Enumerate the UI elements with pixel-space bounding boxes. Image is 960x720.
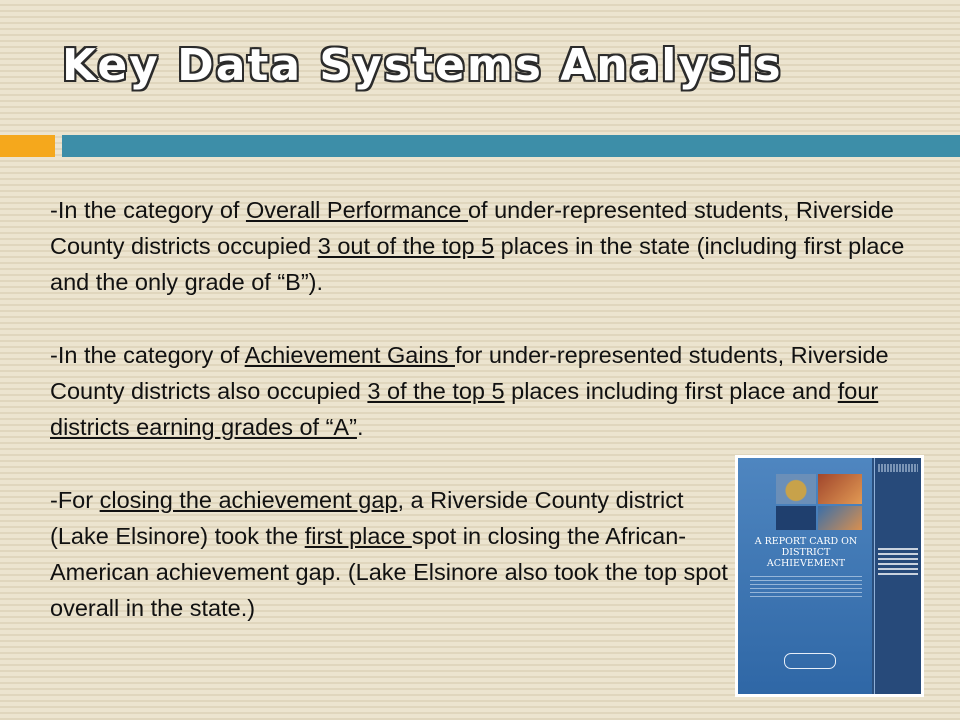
cover-photo-image <box>776 474 816 504</box>
text-run: -In the category of <box>50 342 245 368</box>
text-run: -For <box>50 487 100 513</box>
report-cover-image <box>735 455 924 697</box>
cover-org-block <box>776 506 816 530</box>
cover-photo-image <box>818 474 862 504</box>
underlined-phrase: closing the achievement gap <box>99 487 398 513</box>
paragraph-achievement-gap <box>50 482 730 626</box>
text-run: . <box>356 414 364 440</box>
text-run: places in the state (including first place and the only grade of “B”). <box>50 233 905 295</box>
cover-main-panel <box>738 458 872 694</box>
paragraph-achievement-gains <box>50 337 920 445</box>
cover-heading: A REPORT CARD ON DISTRICT ACHIEVEMENT <box>754 536 858 569</box>
underlined-phrase: four districts earning grades of “A” <box>50 378 879 440</box>
slide-title: Key Data Systems Analysis <box>62 40 783 91</box>
cover-photo-image <box>818 506 862 530</box>
underlined-phrase: Achievement Gains <box>244 342 455 368</box>
accent-bar-teal <box>62 135 960 157</box>
accent-bar-orange <box>0 135 55 157</box>
text-run: spot in closing the African-American achievement gap. (Lake Elsinore also took the top spot overall in the state.) <box>50 523 728 621</box>
text-run: of under-represented students, Riverside County districts occupied <box>50 197 894 259</box>
key-logo-icon <box>784 653 836 669</box>
text-run: , a Riverside County district (Lake Elsinore) took the <box>50 487 684 549</box>
underlined-phrase: first place <box>304 523 412 549</box>
text-run: places including first place and <box>504 378 838 404</box>
underlined-phrase: 3 of the top 5 <box>367 378 505 404</box>
cover-side-heading-lines <box>878 548 918 578</box>
underlined-phrase: 3 out of the top 5 <box>317 233 495 259</box>
cover-date-lines <box>878 464 918 472</box>
cover-text-lines <box>750 576 862 598</box>
text-run: for under-represented students, Riverside County districts also occupied <box>50 342 889 404</box>
underlined-phrase: Overall Performance <box>245 197 468 223</box>
paragraph-overall-performance <box>50 192 920 300</box>
text-run: -In the category of <box>50 197 246 223</box>
